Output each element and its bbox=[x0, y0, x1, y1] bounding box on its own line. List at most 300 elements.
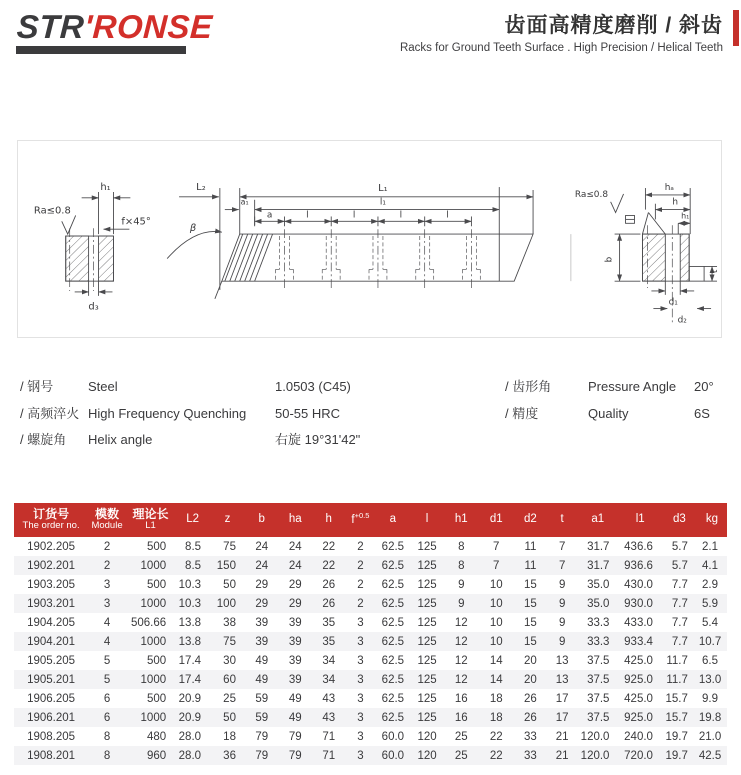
table-row bbox=[14, 556, 727, 575]
cell-b: 29 bbox=[255, 578, 269, 591]
cell-d3: 7.7 bbox=[671, 635, 688, 648]
cell-h1: 12 bbox=[454, 616, 468, 629]
spec-row-quality bbox=[505, 403, 737, 430]
accent-bar bbox=[733, 10, 739, 46]
cell-l1: 936.6 bbox=[624, 559, 653, 572]
spec-label-zh: / 螺旋角 bbox=[20, 432, 67, 447]
cell-l2: 17.4 bbox=[178, 673, 202, 686]
cell-t: 9 bbox=[558, 578, 566, 591]
spec-row-quenching bbox=[20, 403, 490, 430]
table-row bbox=[14, 708, 727, 727]
cell-d2: 33 bbox=[524, 730, 537, 743]
cell-d1: 14 bbox=[489, 673, 503, 686]
table-header-row bbox=[14, 503, 727, 537]
cell-length-l1: 500 bbox=[146, 540, 167, 553]
spec-column-left bbox=[20, 376, 490, 456]
cell-l1: 436.6 bbox=[624, 540, 653, 553]
cell-f: 2 bbox=[357, 597, 364, 610]
cell-h1: 25 bbox=[454, 730, 468, 743]
column-header-module: 模数 Module bbox=[88, 503, 126, 537]
cell-l1: 930.0 bbox=[624, 597, 653, 610]
cell-l: 120 bbox=[417, 730, 437, 743]
cell-d1: 22 bbox=[489, 749, 503, 762]
cell-d2: 15 bbox=[524, 616, 537, 629]
cell-ha: 39 bbox=[288, 616, 302, 629]
cell-order-no: 1904.201 bbox=[27, 635, 76, 648]
column-header-kg: kg bbox=[697, 503, 727, 537]
title-block bbox=[400, 9, 723, 54]
cell-l: 125 bbox=[417, 654, 437, 667]
cell-d1: 14 bbox=[489, 654, 503, 667]
technical-drawing bbox=[17, 140, 722, 338]
spec-value: 右旋 19°31'42" bbox=[275, 432, 361, 447]
logo-suffix: 'RONSE bbox=[83, 8, 214, 45]
cell-h: 43 bbox=[322, 692, 336, 705]
cell-length-l1: 960 bbox=[146, 749, 167, 762]
cell-ha: 79 bbox=[288, 730, 302, 743]
cell-d2: 15 bbox=[524, 635, 537, 648]
cell-b: 39 bbox=[255, 635, 269, 648]
cell-b: 59 bbox=[255, 711, 269, 724]
cell-length-l1: 1000 bbox=[140, 673, 167, 686]
cell-d2: 33 bbox=[524, 749, 537, 762]
column-header-l: l bbox=[410, 503, 444, 537]
cell-h1: 9 bbox=[458, 578, 465, 591]
cell-length-l1: 1000 bbox=[140, 711, 167, 724]
cell-d3: 11.7 bbox=[666, 673, 688, 686]
cell-a: 62.5 bbox=[381, 540, 405, 553]
spec-label-en: Steel bbox=[88, 379, 118, 394]
column-header-f: $f^{+0.5}$ bbox=[345, 503, 375, 537]
cell-l1: 933.4 bbox=[624, 635, 653, 648]
cell-d1: 10 bbox=[489, 578, 503, 591]
cell-ha: 39 bbox=[288, 654, 302, 667]
cell-t: 13 bbox=[555, 654, 569, 667]
cell-b: 24 bbox=[255, 540, 269, 553]
table-row bbox=[14, 537, 727, 556]
surface-finish-icon bbox=[62, 215, 76, 234]
cell-h1: 25 bbox=[454, 749, 468, 762]
cell-order-no: 1904.205 bbox=[27, 616, 76, 629]
cell-d2: 26 bbox=[524, 711, 537, 724]
cell-kg: 5.9 bbox=[702, 597, 718, 610]
cell-module: 3 bbox=[103, 578, 111, 591]
cell-a: 60.0 bbox=[381, 749, 405, 762]
cell-ha: 39 bbox=[288, 635, 302, 648]
column-header-order-no: 订货号 The order no. bbox=[14, 503, 88, 537]
cell-l1: 720.0 bbox=[624, 749, 653, 762]
cross-section-view bbox=[575, 183, 720, 325]
spec-label-zh: / 齿形角 bbox=[505, 379, 552, 394]
dim-label-h: h bbox=[672, 197, 679, 208]
table-head bbox=[14, 503, 727, 537]
cell-t: 13 bbox=[555, 673, 569, 686]
cell-kg: 2.1 bbox=[702, 540, 718, 553]
cell-length-l1: 500 bbox=[146, 654, 167, 667]
cell-order-no: 1903.205 bbox=[27, 578, 76, 591]
spec-label-zh: / 高频淬火 bbox=[20, 405, 80, 421]
cell-l: 125 bbox=[417, 673, 437, 686]
cell-d2: 15 bbox=[524, 597, 537, 610]
cell-f: 2 bbox=[357, 559, 364, 572]
cell-l1: 925.0 bbox=[624, 711, 653, 724]
cell-a1: 31.7 bbox=[587, 540, 610, 553]
spec-label-en: High Frequency Quenching bbox=[88, 405, 247, 421]
cell-order-no: 1902.201 bbox=[27, 559, 76, 572]
dim-label-L2: L₂ bbox=[196, 182, 206, 193]
cell-d3: 7.7 bbox=[671, 597, 688, 610]
dim-label-d2: d₂ bbox=[677, 315, 687, 326]
cell-module: 4 bbox=[103, 616, 111, 629]
cell-t: 9 bbox=[558, 635, 566, 648]
cell-ha: 29 bbox=[288, 597, 302, 610]
cell-h1: 16 bbox=[454, 711, 468, 724]
column-header-d3: d3 bbox=[662, 503, 697, 537]
cell-a1: 33.3 bbox=[587, 635, 610, 648]
cell-length-l1: 500 bbox=[146, 578, 167, 591]
table-row bbox=[14, 613, 727, 632]
cell-module: 2 bbox=[103, 559, 111, 572]
cell-d1: 7 bbox=[493, 540, 500, 553]
cell-length-l1: 1000 bbox=[140, 559, 167, 572]
cell-d1: 7 bbox=[493, 559, 500, 572]
cell-f: 3 bbox=[357, 749, 364, 762]
spec-column-right bbox=[505, 376, 737, 429]
cell-b: 39 bbox=[255, 616, 269, 629]
cell-order-no: 1908.205 bbox=[27, 730, 76, 743]
column-header-d1: d1 bbox=[479, 503, 514, 537]
cell-a: 62.5 bbox=[381, 597, 405, 610]
cell-h: 71 bbox=[322, 749, 336, 762]
cell-f: 3 bbox=[357, 692, 364, 705]
cell-module: 8 bbox=[103, 730, 111, 743]
dim-label-beta: β bbox=[189, 223, 197, 235]
cell-a: 62.5 bbox=[381, 578, 405, 591]
cell-d3: 15.7 bbox=[665, 692, 688, 705]
dim-label-ha: hₐ bbox=[664, 183, 674, 193]
cell-f: 3 bbox=[357, 635, 364, 648]
dim-label-l: l bbox=[306, 210, 309, 221]
spec-row-pressure-angle bbox=[505, 376, 737, 403]
cell-l2: 20.9 bbox=[178, 711, 202, 724]
cell-z: 50 bbox=[223, 711, 236, 724]
cell-a: 62.5 bbox=[381, 654, 405, 667]
cell-l1: 240.0 bbox=[624, 730, 653, 743]
cell-f: 3 bbox=[357, 616, 364, 629]
cell-kg: 9.9 bbox=[702, 692, 718, 705]
cell-h1: 9 bbox=[458, 597, 465, 610]
column-header-h: h bbox=[312, 503, 346, 537]
cell-module: 5 bbox=[103, 673, 111, 686]
cell-ha: 49 bbox=[288, 692, 302, 705]
cell-h: 22 bbox=[322, 559, 336, 572]
cell-b: 29 bbox=[255, 597, 269, 610]
end-view bbox=[34, 182, 151, 312]
cell-module: 6 bbox=[103, 692, 111, 705]
table-row bbox=[14, 575, 727, 594]
cell-module: 6 bbox=[103, 711, 111, 724]
table-row bbox=[14, 689, 727, 708]
spec-label-en: Pressure Angle bbox=[588, 379, 677, 394]
cell-a: 62.5 bbox=[381, 711, 405, 724]
cell-z: 36 bbox=[223, 749, 236, 762]
cell-h1: 8 bbox=[458, 559, 465, 572]
cell-a1: 120.0 bbox=[580, 730, 610, 743]
cell-d2: 26 bbox=[524, 692, 537, 705]
cell-b: 49 bbox=[255, 673, 269, 686]
cell-b: 79 bbox=[255, 730, 269, 743]
column-header-a1: a1 bbox=[577, 503, 618, 537]
cell-t: 21 bbox=[555, 749, 569, 762]
spec-label-en: Quality bbox=[588, 405, 629, 421]
cell-a: 62.5 bbox=[381, 559, 405, 572]
table-row bbox=[14, 746, 727, 765]
cell-l2: 8.5 bbox=[185, 540, 202, 553]
cell-a: 62.5 bbox=[381, 635, 405, 648]
cell-l: 125 bbox=[417, 559, 437, 572]
cell-a1: 31.7 bbox=[587, 559, 610, 572]
cell-order-no: 1905.201 bbox=[27, 673, 76, 686]
table-row bbox=[14, 670, 727, 689]
cell-l2: 20.9 bbox=[178, 692, 202, 705]
page-title: 齿面高精度磨削 / 斜齿 bbox=[504, 14, 723, 37]
cell-f: 2 bbox=[357, 540, 364, 553]
cell-h: 26 bbox=[322, 578, 336, 591]
spec-table bbox=[14, 503, 727, 765]
cell-z: 30 bbox=[223, 654, 236, 667]
cell-h: 26 bbox=[322, 597, 336, 610]
table-row bbox=[14, 651, 727, 670]
cell-kg: 13.0 bbox=[698, 673, 722, 686]
cell-d1: 10 bbox=[489, 616, 503, 629]
cell-d2: 20 bbox=[524, 654, 537, 667]
cell-ha: 79 bbox=[288, 749, 302, 762]
column-header-d2: d2 bbox=[514, 503, 548, 537]
brand-logo-text bbox=[16, 10, 213, 43]
cell-length-l1: 1000 bbox=[140, 635, 167, 648]
cell-f: 3 bbox=[357, 654, 364, 667]
dim-label-l: l bbox=[352, 210, 356, 221]
cell-l: 125 bbox=[417, 711, 437, 724]
cell-module: 4 bbox=[103, 635, 111, 648]
cell-order-no: 1905.205 bbox=[27, 654, 76, 667]
table-row bbox=[14, 727, 727, 746]
logo-underline bbox=[16, 46, 186, 54]
dim-label-ra-right: Ra≤0.8 bbox=[574, 189, 609, 200]
cell-ha: 24 bbox=[288, 559, 302, 572]
cell-module: 8 bbox=[103, 749, 111, 762]
cell-h1: 12 bbox=[454, 673, 468, 686]
cell-kg: 19.8 bbox=[698, 711, 722, 724]
spec-section bbox=[0, 376, 741, 466]
cell-z: 38 bbox=[223, 616, 236, 629]
cell-order-no: 1902.205 bbox=[27, 540, 76, 553]
dim-label-h1: h₁ bbox=[100, 182, 111, 193]
spec-value: 20° bbox=[694, 379, 714, 394]
table-row bbox=[14, 594, 727, 613]
cell-l1: 430.0 bbox=[624, 578, 653, 591]
cell-l1: 925.0 bbox=[624, 673, 653, 686]
column-header-l2: L2 bbox=[175, 503, 210, 537]
cell-f: 3 bbox=[357, 673, 364, 686]
rack-drawing-svg bbox=[18, 141, 721, 337]
spec-value: 6S bbox=[694, 405, 710, 421]
cell-t: 17 bbox=[555, 711, 569, 724]
cell-h: 35 bbox=[322, 616, 336, 629]
cell-d2: 11 bbox=[524, 540, 537, 553]
cell-a: 62.5 bbox=[381, 616, 405, 629]
cell-kg: 4.1 bbox=[702, 559, 718, 572]
cell-h1: 8 bbox=[458, 540, 465, 553]
cell-d2: 20 bbox=[524, 673, 537, 686]
cell-f: 3 bbox=[357, 730, 364, 743]
cell-kg: 2.9 bbox=[702, 578, 718, 591]
cell-a1: 37.5 bbox=[587, 654, 610, 667]
dim-label-b: b bbox=[604, 256, 615, 263]
cell-l2: 10.3 bbox=[178, 597, 202, 610]
cell-z: 60 bbox=[223, 673, 236, 686]
dim-label-h1-right: h₁ bbox=[681, 211, 690, 221]
surface-finish-icon bbox=[611, 194, 624, 213]
cell-h: 43 bbox=[322, 711, 336, 724]
column-header-l1: l1 bbox=[618, 503, 661, 537]
cell-b: 49 bbox=[255, 654, 269, 667]
dim-label-l: l bbox=[399, 210, 403, 221]
cell-l: 125 bbox=[417, 692, 437, 705]
cell-l: 125 bbox=[417, 616, 437, 629]
page-subtitle: Racks for Ground Teeth Surface . High Precision / Helical Teeth bbox=[399, 42, 723, 54]
cell-l2: 10.3 bbox=[178, 578, 202, 591]
cell-a1: 35.0 bbox=[587, 597, 610, 610]
cell-z: 75 bbox=[223, 635, 236, 648]
cell-h1: 12 bbox=[454, 654, 468, 667]
cell-d2: 11 bbox=[524, 559, 537, 572]
spec-value: 1.0503 (C45) bbox=[275, 379, 351, 394]
cell-d3: 7.7 bbox=[671, 616, 688, 629]
brand-logo bbox=[16, 10, 212, 54]
cell-l2: 28.0 bbox=[178, 749, 202, 762]
cell-h: 35 bbox=[322, 635, 336, 648]
spec-label-zh: / 钢号 bbox=[20, 379, 54, 394]
cell-a1: 37.5 bbox=[587, 692, 610, 705]
cell-a: 60.0 bbox=[381, 730, 405, 743]
cell-d3: 19.7 bbox=[665, 730, 688, 743]
cell-l: 125 bbox=[417, 540, 437, 553]
cell-h: 34 bbox=[322, 673, 336, 686]
cell-order-no: 1906.201 bbox=[27, 711, 76, 724]
cell-d3: 5.7 bbox=[671, 540, 688, 553]
dim-label-l1: l₁ bbox=[379, 197, 386, 208]
cell-d1: 18 bbox=[489, 711, 503, 724]
spec-label-zh: / 精度 bbox=[505, 405, 539, 421]
dim-label-a: a bbox=[266, 210, 273, 221]
cell-kg: 42.5 bbox=[698, 749, 722, 762]
table-body bbox=[14, 537, 727, 765]
column-header-b: b bbox=[245, 503, 279, 537]
cell-d1: 18 bbox=[489, 692, 503, 705]
cell-l: 120 bbox=[417, 749, 437, 762]
cell-ha: 24 bbox=[288, 540, 302, 553]
cell-l1: 433.0 bbox=[624, 616, 653, 629]
cell-t: 17 bbox=[555, 692, 569, 705]
spec-row-steel bbox=[20, 376, 490, 403]
cell-a1: 37.5 bbox=[587, 673, 610, 686]
cell-f: 2 bbox=[357, 578, 364, 591]
cell-ha: 49 bbox=[288, 711, 302, 724]
cell-l2: 8.5 bbox=[185, 559, 202, 572]
cell-z: 100 bbox=[216, 597, 236, 610]
cell-t: 9 bbox=[558, 597, 566, 610]
cell-z: 75 bbox=[223, 540, 236, 553]
cell-h: 22 bbox=[322, 540, 336, 553]
cell-h: 34 bbox=[322, 654, 336, 667]
cell-d3: 19.7 bbox=[665, 749, 688, 762]
cell-a1: 120.0 bbox=[580, 749, 610, 762]
cell-a: 62.5 bbox=[381, 673, 405, 686]
cell-module: 3 bbox=[103, 597, 111, 610]
cell-d1: 22 bbox=[489, 730, 503, 743]
dim-label-d3: d₃ bbox=[88, 301, 99, 313]
cell-l2: 28.0 bbox=[178, 730, 202, 743]
column-header-h1: h1 bbox=[444, 503, 479, 537]
dim-label-t: t bbox=[709, 269, 721, 274]
cell-l: 125 bbox=[417, 597, 437, 610]
cell-t: 9 bbox=[558, 616, 566, 629]
cell-d1: 10 bbox=[489, 597, 503, 610]
cell-z: 50 bbox=[223, 578, 236, 591]
dim-label-f45: f×45° bbox=[121, 216, 151, 228]
cell-length-l1: 506.66 bbox=[130, 616, 167, 629]
column-header-a: a bbox=[375, 503, 410, 537]
cell-ha: 29 bbox=[288, 578, 302, 591]
dim-label-ra: Ra≤0.8 bbox=[33, 205, 71, 217]
cell-order-no: 1903.201 bbox=[27, 597, 76, 610]
cell-b: 79 bbox=[255, 749, 269, 762]
cell-l2: 13.8 bbox=[178, 616, 202, 629]
table-row bbox=[14, 632, 727, 651]
cell-b: 24 bbox=[255, 559, 269, 572]
cell-t: 7 bbox=[558, 540, 566, 553]
column-header-t: t bbox=[547, 503, 577, 537]
side-view bbox=[167, 182, 533, 299]
cell-d3: 7.7 bbox=[671, 578, 688, 591]
cell-ha: 39 bbox=[288, 673, 302, 686]
cell-d3: 15.7 bbox=[665, 711, 688, 724]
dim-label-L1: L₁ bbox=[378, 183, 388, 194]
cell-order-no: 1906.205 bbox=[27, 692, 76, 705]
dim-label-l: l bbox=[446, 210, 449, 221]
spec-label-en: Helix angle bbox=[88, 432, 153, 447]
cell-t: 7 bbox=[558, 559, 566, 572]
cell-a1: 33.3 bbox=[587, 616, 610, 629]
cell-h1: 16 bbox=[454, 692, 468, 705]
cell-z: 25 bbox=[223, 692, 236, 705]
cell-l: 125 bbox=[417, 578, 437, 591]
cell-kg: 5.4 bbox=[702, 616, 718, 629]
cell-l: 125 bbox=[417, 635, 437, 648]
cell-length-l1: 1000 bbox=[140, 597, 167, 610]
cell-l2: 13.8 bbox=[178, 635, 202, 648]
cell-d3: 11.7 bbox=[666, 654, 688, 667]
cell-h: 71 bbox=[322, 730, 336, 743]
cell-z: 150 bbox=[216, 559, 236, 572]
cell-kg: 21.0 bbox=[698, 730, 722, 743]
dim-label-d1: d₁ bbox=[668, 297, 678, 308]
cell-l1: 425.0 bbox=[624, 692, 653, 705]
cell-length-l1: 480 bbox=[146, 730, 167, 743]
cell-kg: 10.7 bbox=[698, 635, 722, 648]
cell-b: 59 bbox=[255, 692, 269, 705]
